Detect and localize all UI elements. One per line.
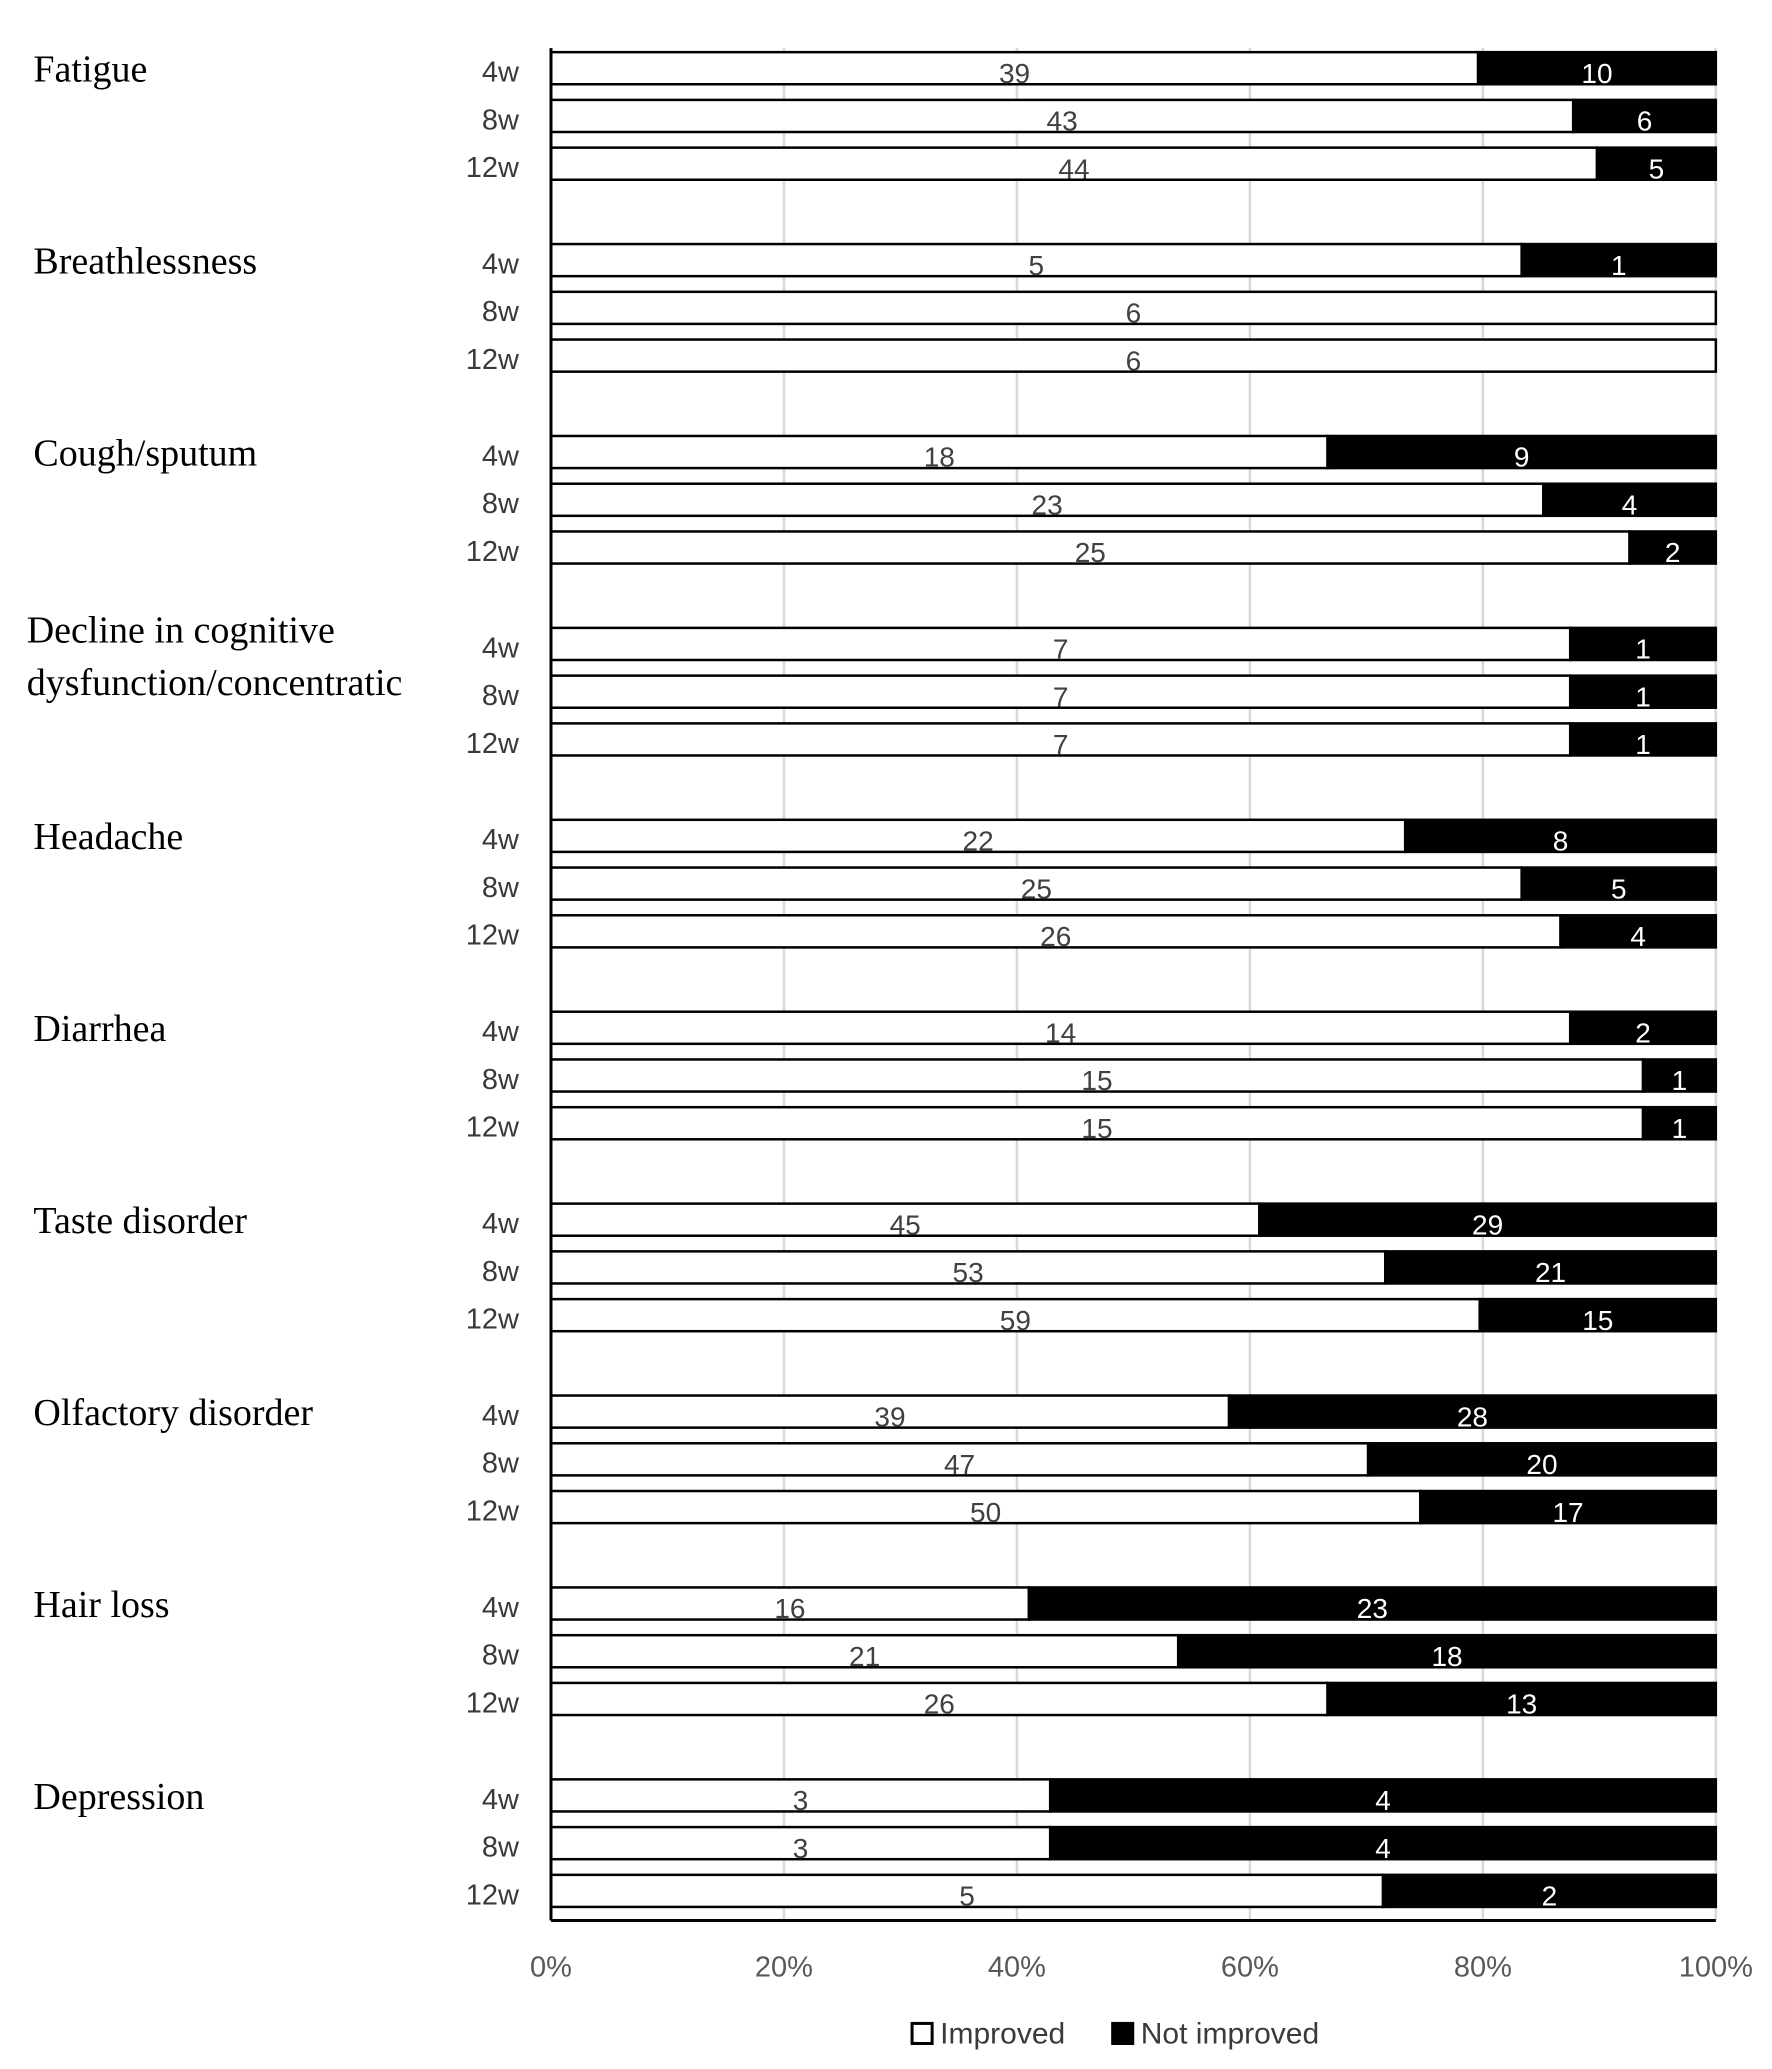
week-label: 8w bbox=[481, 488, 519, 521]
data-label-not-improved: 1 bbox=[1635, 633, 1651, 665]
week-label: 12w bbox=[465, 727, 519, 760]
week-label: 12w bbox=[465, 343, 519, 376]
data-label-improved: 39 bbox=[874, 1401, 906, 1433]
week-label: 12w bbox=[465, 535, 519, 568]
data-label-improved: 7 bbox=[1052, 633, 1069, 665]
data-label-not-improved: 4 bbox=[1375, 1785, 1391, 1817]
symptom-label: Fatigue bbox=[33, 48, 148, 91]
symptom-label: Hair loss bbox=[33, 1583, 170, 1626]
week-label: 8w bbox=[481, 104, 519, 137]
data-label-not-improved: 1 bbox=[1671, 1065, 1688, 1097]
data-label-improved: 3 bbox=[792, 1832, 809, 1864]
symptom-label: Cough/sputum bbox=[33, 432, 258, 475]
week-label: 8w bbox=[481, 296, 519, 329]
data-label-improved: 39 bbox=[998, 57, 1031, 89]
week-label: 12w bbox=[465, 1687, 519, 1720]
data-label-improved: 25 bbox=[1020, 873, 1052, 905]
week-label: 8w bbox=[481, 1831, 519, 1864]
data-label-not-improved: 1 bbox=[1635, 681, 1651, 713]
data-label-improved: 53 bbox=[952, 1257, 984, 1289]
data-label-improved: 7 bbox=[1052, 729, 1069, 761]
data-label-improved: 22 bbox=[962, 825, 994, 857]
data-label-not-improved: 13 bbox=[1506, 1688, 1538, 1720]
data-label-improved: 47 bbox=[943, 1449, 976, 1481]
x-tick-label: 40% bbox=[987, 1951, 1046, 1984]
x-tick-label: 100% bbox=[1678, 1951, 1753, 1984]
data-label-not-improved: 28 bbox=[1456, 1401, 1489, 1433]
week-label: 4w bbox=[481, 440, 519, 473]
data-label-improved: 59 bbox=[999, 1304, 1031, 1336]
data-label-not-improved: 2 bbox=[1635, 1017, 1651, 1049]
data-label-not-improved: 5 bbox=[1648, 153, 1665, 185]
data-label-not-improved: 1 bbox=[1610, 249, 1627, 281]
week-label: 8w bbox=[481, 680, 519, 713]
data-label-not-improved: 4 bbox=[1630, 921, 1646, 953]
data-label-improved: 6 bbox=[1125, 297, 1142, 329]
week-label: 4w bbox=[481, 56, 519, 89]
data-label-improved: 23 bbox=[1031, 489, 1063, 521]
week-label: 4w bbox=[481, 1783, 519, 1816]
symptom-label: Headache bbox=[33, 816, 184, 859]
x-tick-label: 80% bbox=[1453, 1951, 1512, 1984]
x-tick-label: 20% bbox=[754, 1951, 813, 1984]
data-label-improved: 43 bbox=[1046, 105, 1078, 137]
data-label-improved: 50 bbox=[970, 1496, 1002, 1528]
week-label: 4w bbox=[481, 1399, 519, 1432]
legend-swatch-improved bbox=[912, 2023, 932, 2043]
week-label: 8w bbox=[481, 1639, 519, 1672]
data-label-not-improved: 20 bbox=[1526, 1449, 1558, 1481]
data-label-not-improved: 6 bbox=[1636, 105, 1653, 137]
legend bbox=[912, 2017, 1319, 2050]
week-label: 8w bbox=[481, 1255, 519, 1288]
data-label-improved: 15 bbox=[1081, 1112, 1113, 1144]
week-label: 4w bbox=[481, 632, 519, 665]
data-label-improved: 14 bbox=[1045, 1017, 1077, 1049]
week-label: 12w bbox=[465, 919, 519, 952]
data-label-not-improved: 2 bbox=[1541, 1880, 1558, 1912]
week-label: 4w bbox=[481, 824, 519, 857]
data-label-not-improved: 21 bbox=[1534, 1257, 1567, 1289]
week-label: 8w bbox=[481, 871, 519, 904]
week-label: 4w bbox=[481, 1208, 519, 1241]
x-tick-label: 0% bbox=[530, 1951, 572, 1984]
data-label-not-improved: 8 bbox=[1552, 825, 1569, 857]
data-label-improved: 45 bbox=[889, 1209, 921, 1241]
week-label: 12w bbox=[465, 1879, 519, 1912]
symptom-label: Diarrhea bbox=[33, 1008, 167, 1051]
legend-label-improved: Improved bbox=[940, 2017, 1066, 2051]
data-label-improved: 15 bbox=[1081, 1065, 1113, 1097]
symptom-label: Breathlessness bbox=[33, 240, 258, 283]
data-label-improved: 18 bbox=[923, 441, 955, 473]
data-label-not-improved: 4 bbox=[1621, 489, 1638, 521]
legend-label-not-improved: Not improved bbox=[1140, 2017, 1320, 2051]
week-label: 4w bbox=[481, 248, 519, 281]
data-label-not-improved: 10 bbox=[1581, 57, 1613, 89]
data-label-not-improved: 23 bbox=[1356, 1593, 1388, 1625]
data-label-improved: 6 bbox=[1125, 345, 1142, 377]
data-label-improved: 26 bbox=[923, 1688, 955, 1720]
symptom-label: Decline in cognitive bbox=[26, 609, 335, 652]
week-label: 12w bbox=[465, 1303, 519, 1336]
data-label-improved: 7 bbox=[1052, 681, 1069, 713]
week-label: 4w bbox=[481, 1591, 519, 1624]
data-label-improved: 5 bbox=[1028, 249, 1045, 281]
week-label: 12w bbox=[465, 152, 519, 185]
bars bbox=[551, 52, 1716, 1907]
data-label-improved: 26 bbox=[1040, 921, 1072, 953]
x-tick-label: 60% bbox=[1220, 1951, 1279, 1984]
week-label: 4w bbox=[481, 1016, 519, 1049]
week-label: 8w bbox=[481, 1063, 519, 1096]
symptom-label: Depression bbox=[33, 1775, 205, 1818]
week-label: 12w bbox=[465, 1111, 519, 1144]
legend-swatch-not-improved bbox=[1113, 2023, 1133, 2043]
data-label-not-improved: 1 bbox=[1635, 729, 1651, 761]
data-label-improved: 3 bbox=[792, 1785, 809, 1817]
data-label-not-improved: 9 bbox=[1513, 441, 1530, 473]
data-label-not-improved: 2 bbox=[1664, 537, 1681, 569]
data-label-improved: 16 bbox=[774, 1593, 806, 1625]
data-label-improved: 25 bbox=[1074, 537, 1106, 569]
symptom-label: Olfactory disorder bbox=[33, 1391, 314, 1434]
week-label: 12w bbox=[465, 1495, 519, 1528]
data-label-not-improved: 17 bbox=[1552, 1496, 1584, 1528]
data-label-not-improved: 15 bbox=[1582, 1304, 1614, 1336]
symptom-label: Taste disorder bbox=[33, 1200, 248, 1243]
data-label-improved: 5 bbox=[959, 1880, 975, 1912]
data-label-improved: 44 bbox=[1058, 153, 1090, 185]
data-label-not-improved: 5 bbox=[1610, 873, 1627, 905]
data-label-not-improved: 4 bbox=[1375, 1832, 1391, 1864]
data-label-not-improved: 29 bbox=[1472, 1209, 1504, 1241]
symptom-label: dysfunction/concentratic bbox=[26, 661, 403, 704]
week-label: 8w bbox=[481, 1447, 519, 1480]
data-label-improved: 21 bbox=[849, 1640, 881, 1672]
data-label-not-improved: 1 bbox=[1671, 1112, 1688, 1144]
data-label-not-improved: 18 bbox=[1431, 1640, 1463, 1672]
